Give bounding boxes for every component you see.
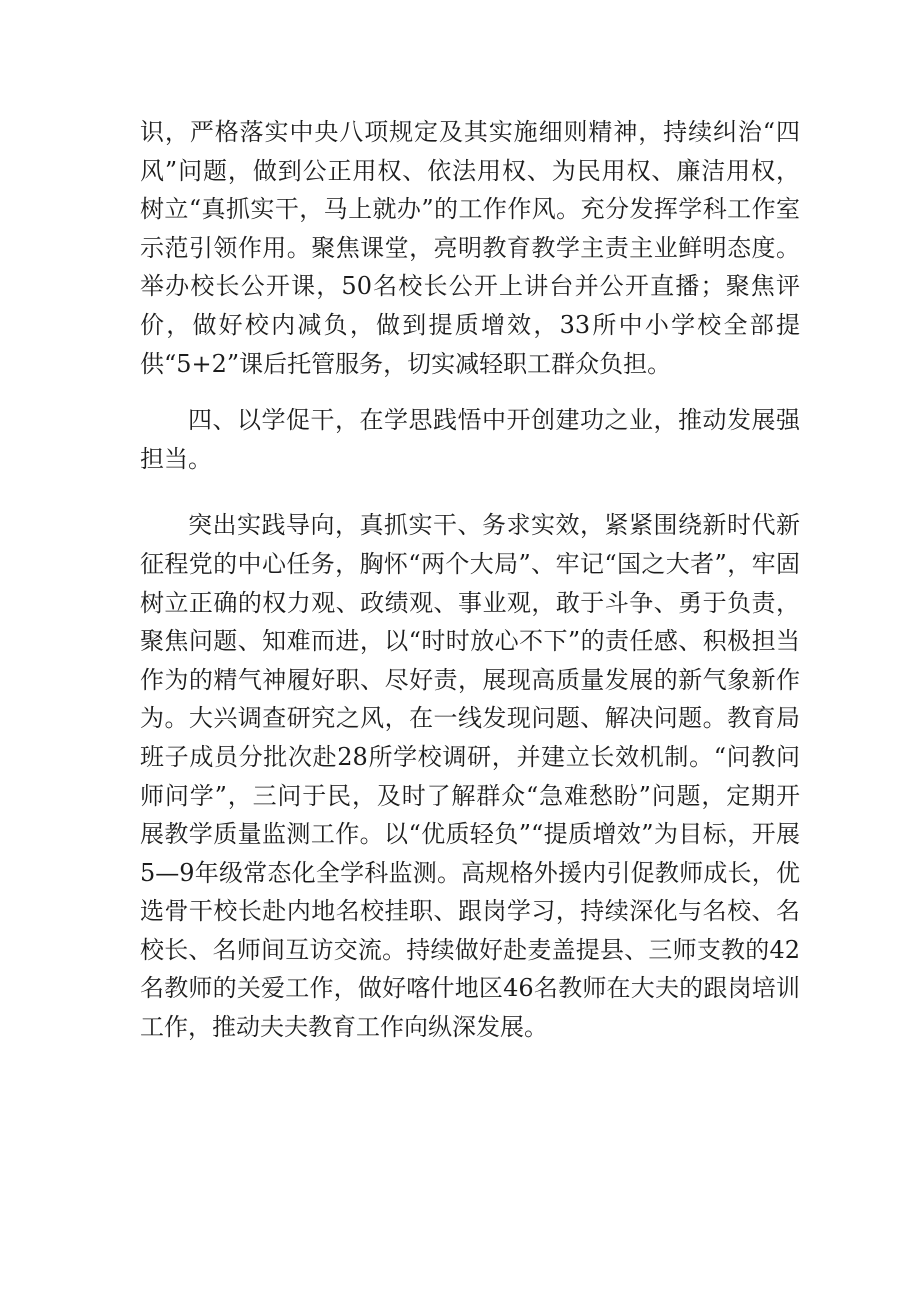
document-body: [140, 113, 800, 1047]
section-heading-four: 四、以学促干，在学思践悟中开创建功之业，推动发展强担当。: [140, 406, 800, 473]
paragraph-practice: 突出实践导向，真抓实干、务求实效，紧紧围绕新时代新征程党的中心任务，胸怀“两个大局”、牢记“国之大者”，牢固树立正确的权力观、政绩观、事业观，敢于斗争、勇于负责，聚焦问题、知难而进，以“时时放心不下”的责任感、积极担当作为的精气神履好职、尽好责，展现高质量发展的新气象新作为。大兴调查研究之风，在一线发现问题、解决问题。教育局班子成员分批次赴28所学校调研，并建立长效机制。“问教问师问学”，三问于民，及时了解群众“急难愁盼”问题，定期开展教学质量监测工作。以“优质轻负”“提质增效”为目标，开展5—9年级常态化全学科监测。高规格外援内引促教师成长，优选骨干校长赴内地名校挂职、跟岗学习，持续深化与名校、名校长、名师间互访交流。持续做好赴麦盖提县、三师支教的42名教师的关爱工作，做好喀什地区46名教师在大夫的跟岗培训工作，推动夫夫教育工作向纵深发展。: [140, 511, 800, 1042]
paragraph-continuation: 识，严格落实中央八项规定及其实施细则精神，持续纠治“四风”问题，做到公正用权、依法用权、为民用权、廉洁用权，树立“真抓实干，马上就办”的工作作风。充分发挥学科工作室示范引领作用。聚焦课堂，亮明教育教学主责主业鲜明态度。举办校长公开课，50名校长公开上讲台并公开直播；聚焦评价，做好校内减负，做到提质增效，33所中小学校全部提供“5+2”课后托管服务，切实减轻职工群众负担。: [140, 118, 800, 378]
